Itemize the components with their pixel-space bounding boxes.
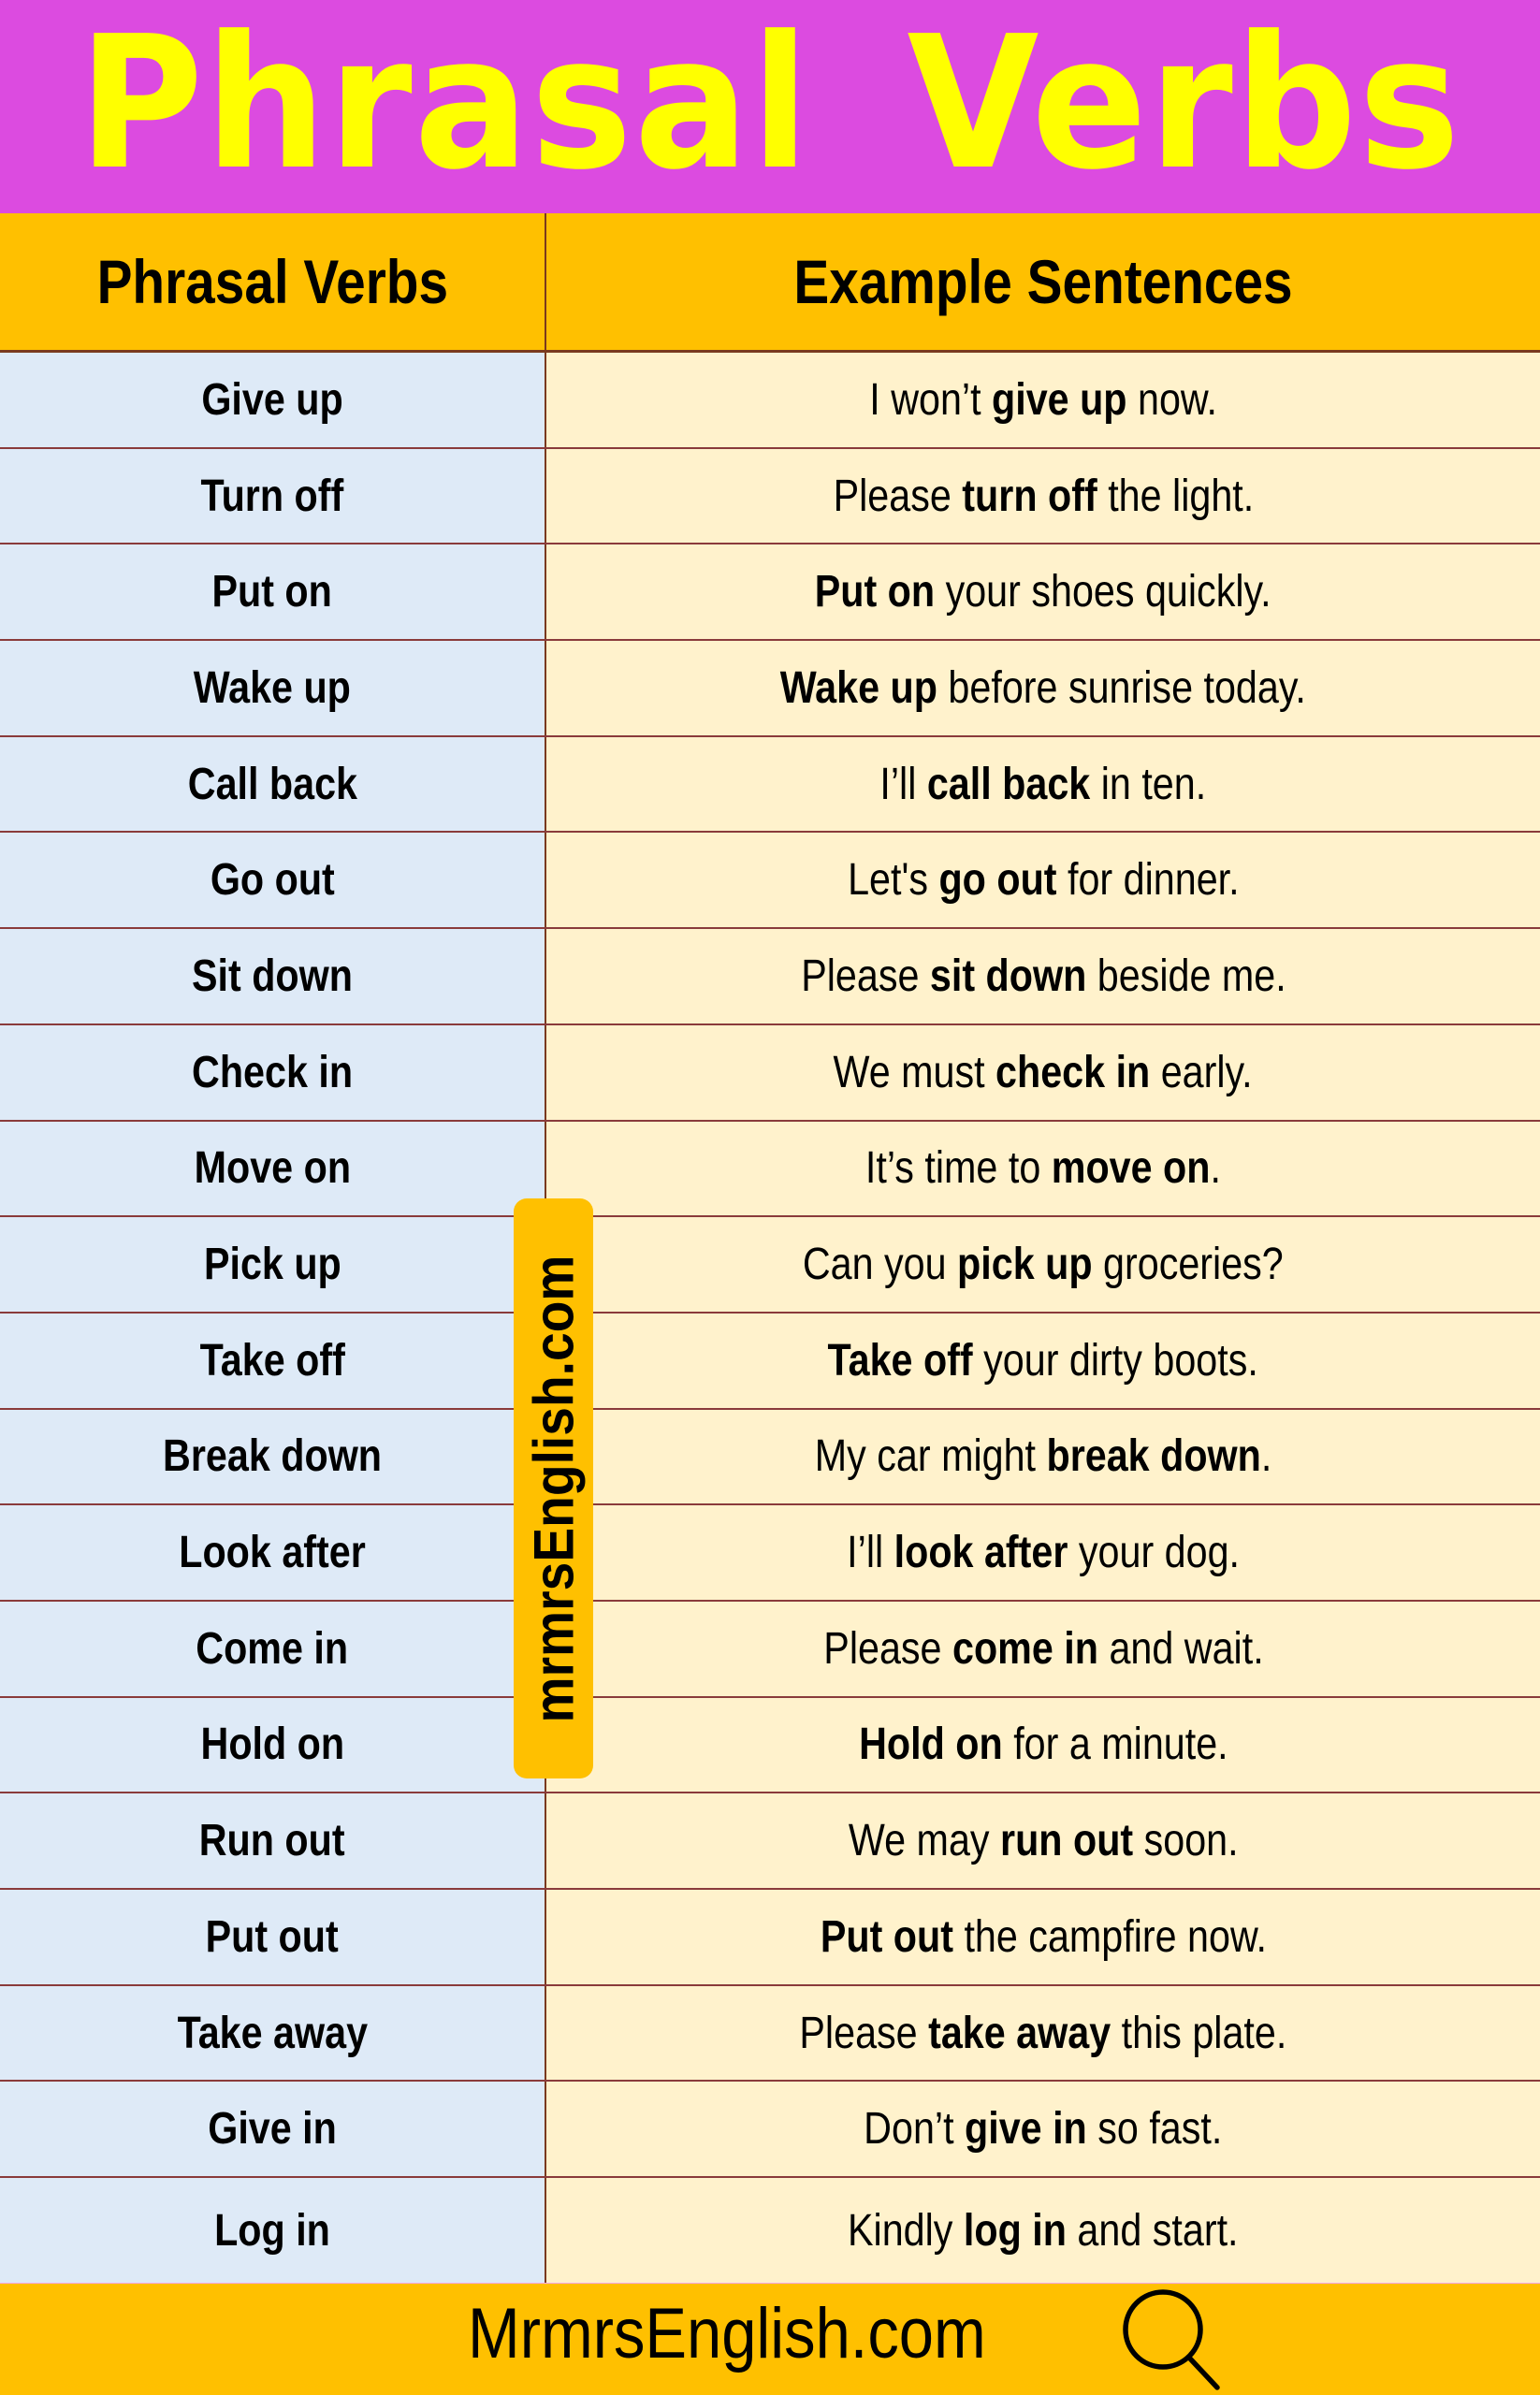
page-title: Phrasal Verbs (78, 0, 1462, 210)
example-sentence-text (847, 1527, 1240, 1578)
sentence-part-after: early. (1150, 1047, 1254, 1097)
phrasal-verb-text: Move on (194, 1143, 351, 1194)
phrasal-verbs-table (0, 213, 1540, 2284)
phrasal-verb-text: Call back (187, 759, 357, 809)
table-row (0, 929, 1540, 1025)
example-sentence-cell (546, 737, 1540, 832)
table-row (0, 1890, 1540, 1986)
sentence-part-after: your dirty boots. (973, 1335, 1259, 1386)
phrasal-verb-text: Give in (208, 2104, 337, 2155)
example-sentence-text (815, 1430, 1272, 1482)
column-header-example-sentences (546, 213, 1540, 350)
sentence-part-before: Kindly (848, 2205, 965, 2256)
sentence-highlighted-verb: call back (927, 759, 1091, 809)
example-sentence-text (803, 1239, 1284, 1290)
phrasal-verb-text: Put out (205, 1911, 340, 1962)
sentence-highlighted-verb: log in (964, 2205, 1068, 2256)
sentence-highlighted-verb: move on (1051, 1143, 1211, 1194)
sentence-highlighted-verb: break down (1046, 1431, 1261, 1482)
phrasal-verb-cell (0, 1890, 546, 1984)
sentence-part-before: Let's (847, 855, 939, 906)
sentence-highlighted-verb: run out (999, 1816, 1133, 1866)
table-body (0, 353, 1540, 2286)
sentence-part-before: Please (799, 2008, 929, 2058)
search-icon[interactable] (1118, 2286, 1223, 2393)
example-sentence-cell (546, 929, 1540, 1023)
phrasal-verb-cell (0, 1698, 546, 1793)
sentence-part-before: Please (822, 1623, 952, 1674)
sentence-part-before: We may (848, 1816, 1000, 1866)
sentence-part-before: We must (833, 1047, 996, 1097)
table-row (0, 737, 1540, 834)
example-sentence-text (849, 1815, 1239, 1866)
example-sentence-text (848, 854, 1240, 906)
example-sentence-cell (546, 353, 1540, 447)
sentence-part-after: the light. (1097, 471, 1254, 521)
phrasal-verb-text: Go out (210, 855, 335, 906)
phrasal-verb-text: Wake up (193, 662, 352, 713)
sentence-highlighted-verb: sit down (929, 951, 1086, 1001)
example-sentence-cell (546, 449, 1540, 544)
sentence-part-after: and start. (1067, 2205, 1239, 2256)
table-row (0, 2178, 1540, 2286)
example-sentence-text (815, 566, 1271, 617)
example-sentence-cell (546, 1986, 1540, 2081)
phrasal-verb-cell (0, 1986, 546, 2081)
phrasal-verb-text: Look after (179, 1528, 366, 1578)
table-row (0, 1793, 1540, 1890)
sentence-part-after: now. (1126, 374, 1217, 425)
phrasal-verb-cell (0, 1505, 546, 1600)
watermark-text: mrmrsEnglish.com (522, 1254, 585, 1723)
table-row (0, 1025, 1540, 1122)
sentence-highlighted-verb: go out (938, 855, 1057, 906)
phrasal-verb-cell (0, 929, 546, 1023)
table-row (0, 1122, 1540, 1218)
sentence-part-before: My car might (814, 1431, 1047, 1482)
sentence-part-before: I won’t (869, 374, 992, 425)
example-sentence-cell (546, 1602, 1540, 1696)
example-sentence-cell (546, 1793, 1540, 1888)
phrasal-verb-text: Turn off (200, 471, 344, 521)
phrasal-verb-cell (0, 353, 546, 447)
sentence-part-after: so fast. (1087, 2104, 1223, 2155)
sentence-highlighted-verb: Put out (820, 1911, 953, 1962)
example-sentence-cell (546, 1890, 1540, 1984)
example-sentence-text (864, 2103, 1222, 2155)
example-sentence-text (780, 662, 1306, 714)
phrasal-verb-cell (0, 1122, 546, 1216)
phrasal-verb-cell (0, 1602, 546, 1696)
phrasal-verb-text: Run out (199, 1816, 345, 1866)
table-header-row (0, 213, 1540, 353)
table-row (0, 1602, 1540, 1698)
table-row (0, 353, 1540, 449)
footer-banner (0, 2284, 1540, 2395)
sentence-part-after: before sunrise today. (937, 662, 1307, 713)
column-header-label: Phrasal Verbs (96, 247, 448, 316)
column-header-phrasal-verbs (0, 213, 546, 350)
phrasal-verb-text: Check in (191, 1047, 354, 1097)
table-row (0, 833, 1540, 929)
phrasal-verb-cell (0, 1025, 546, 1120)
example-sentence-text (834, 1047, 1253, 1098)
phrasal-verb-cell (0, 1793, 546, 1888)
column-header-label: Example Sentences (793, 247, 1293, 316)
example-sentence-cell (546, 1314, 1540, 1408)
example-sentence-text (865, 1142, 1221, 1194)
phrasal-verb-text: Put on (211, 567, 333, 617)
phrasal-verb-text: Log in (214, 2205, 330, 2256)
sentence-part-after: the campfire now. (952, 1911, 1267, 1962)
table-row (0, 449, 1540, 545)
sentence-part-after: for dinner. (1056, 855, 1240, 906)
example-sentence-text (800, 2008, 1287, 2059)
table-row (0, 1217, 1540, 1314)
example-sentence-cell (546, 544, 1540, 639)
sentence-highlighted-verb: give up (991, 374, 1127, 425)
sentence-part-after: . (1210, 1143, 1222, 1194)
example-sentence-cell (546, 2082, 1540, 2176)
table-row (0, 1314, 1540, 1410)
example-sentence-cell (546, 1025, 1540, 1120)
example-sentence-cell (546, 641, 1540, 735)
example-sentence-cell (546, 1698, 1540, 1793)
sentence-part-after: and wait. (1097, 1623, 1264, 1674)
sentence-highlighted-verb: come in (952, 1623, 1098, 1674)
footer-site-link[interactable]: MrmrsEnglish.com (468, 2294, 986, 2373)
table-row (0, 1505, 1540, 1602)
sentence-part-after: your shoes quickly. (935, 567, 1271, 617)
phrasal-verb-cell (0, 737, 546, 832)
sentence-part-after: for a minute. (1002, 1720, 1228, 1770)
sentence-part-after: . (1260, 1431, 1272, 1482)
phrasal-verb-cell (0, 2082, 546, 2176)
example-sentence-cell (546, 1217, 1540, 1312)
sentence-highlighted-verb: Hold on (858, 1720, 1003, 1770)
phrasal-verb-text: Take off (199, 1335, 345, 1386)
table-row (0, 1698, 1540, 1794)
sentence-part-before: Please (833, 471, 962, 521)
phrasal-verb-cell (0, 641, 546, 735)
phrasal-verb-text: Give up (201, 374, 343, 425)
phrasal-verb-cell (0, 1314, 546, 1408)
example-sentence-cell (546, 2178, 1540, 2283)
example-sentence-cell (546, 833, 1540, 927)
phrasal-verb-cell (0, 544, 546, 639)
sentence-part-after: soon. (1132, 1816, 1239, 1866)
phrasal-verb-text: Take away (177, 2008, 368, 2058)
phrasal-verb-text: Come in (196, 1623, 349, 1674)
table-row (0, 1986, 1540, 2083)
sentence-highlighted-verb: take away (928, 2008, 1111, 2058)
table-row (0, 1410, 1540, 1506)
example-sentence-text (869, 374, 1217, 426)
sentence-highlighted-verb: Put on (815, 567, 936, 617)
example-sentence-cell (546, 1505, 1540, 1600)
sentence-highlighted-verb: Wake up (779, 662, 938, 713)
example-sentence-cell (546, 1410, 1540, 1504)
sentence-part-before: I’ll (847, 1528, 894, 1578)
sentence-part-before: Don’t (864, 2104, 966, 2155)
sentence-highlighted-verb: pick up (957, 1240, 1093, 1290)
example-sentence-text (833, 471, 1254, 522)
sentence-part-before: Can you (803, 1240, 958, 1290)
sentence-part-before: It’s time to (864, 1143, 1052, 1194)
phrasal-verb-cell (0, 1217, 546, 1312)
sentence-part-before: Please (800, 951, 930, 1001)
sentence-part-after: your dog. (1068, 1528, 1240, 1578)
table-row (0, 641, 1540, 737)
example-sentence-cell (546, 1122, 1540, 1216)
phrasal-verb-cell (0, 2178, 546, 2283)
table-row (0, 2082, 1540, 2178)
sentence-part-before: I’ll (879, 759, 928, 809)
sentence-highlighted-verb: look after (893, 1528, 1068, 1578)
example-sentence-text (828, 1335, 1258, 1386)
phrasal-verb-text: Hold on (200, 1720, 344, 1770)
phrasal-verb-cell (0, 833, 546, 927)
phrasal-verb-cell (0, 1410, 546, 1504)
table-row (0, 544, 1540, 641)
sentence-highlighted-verb: check in (995, 1047, 1151, 1097)
sentence-highlighted-verb: Take off (827, 1335, 974, 1386)
sentence-part-after: in ten. (1090, 759, 1207, 809)
sentence-part-after: this plate. (1111, 2008, 1287, 2058)
example-sentence-text (820, 1911, 1266, 1963)
example-sentence-text (801, 951, 1286, 1002)
phrasal-verb-text: Pick up (203, 1240, 341, 1290)
example-sentence-text (880, 759, 1207, 810)
sentence-part-after: beside me. (1085, 951, 1286, 1001)
watermark-badge (514, 1198, 593, 1778)
sentence-highlighted-verb: turn off (961, 471, 1097, 521)
sentence-part-after: groceries? (1092, 1240, 1284, 1290)
example-sentence-text (823, 1623, 1263, 1675)
example-sentence-text (848, 2205, 1239, 2257)
phrasal-verb-text: Break down (163, 1431, 382, 1482)
phrasal-verb-text: Sit down (192, 951, 353, 1001)
sentence-highlighted-verb: give in (965, 2104, 1088, 2155)
phrasal-verb-cell (0, 449, 546, 544)
example-sentence-text (859, 1719, 1228, 1770)
title-banner (0, 0, 1540, 213)
